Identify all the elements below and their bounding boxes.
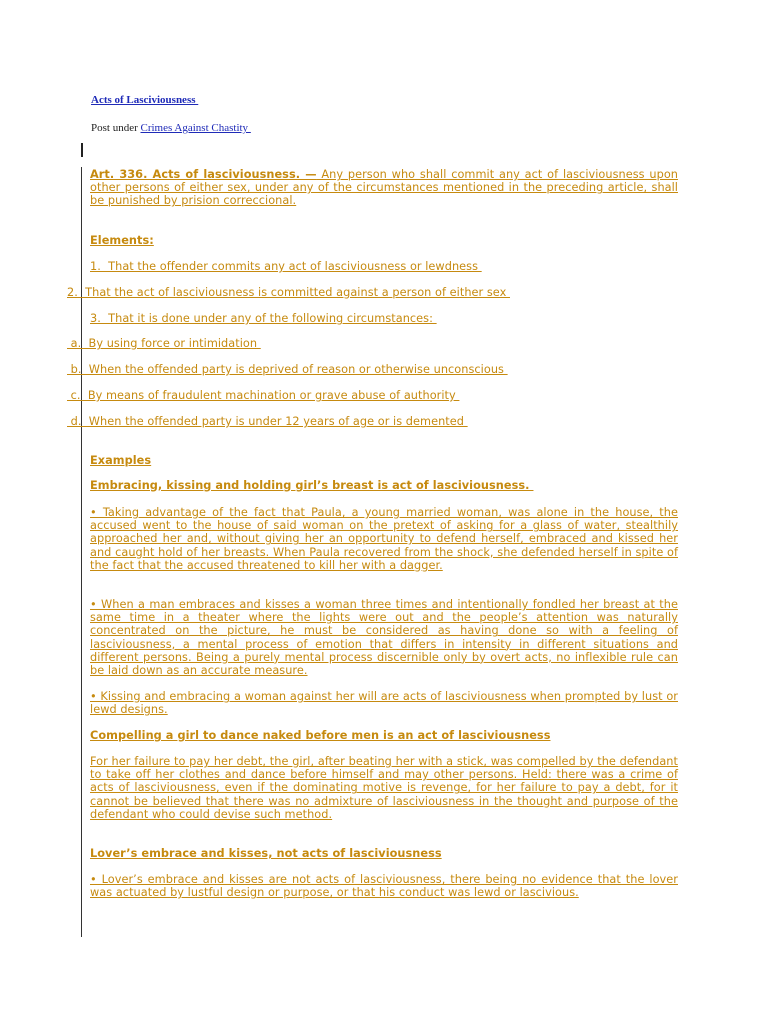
article-body: Any person who shall commit any act of lasciviousness upon other persons of either sex, under any of the circumstances mentioned in the preceding article, shall be punished by prision correccional. [90, 168, 679, 208]
example-2-paragraph: For her failure to pay her debt, the girl, after beating her with a stick, was compelled by the defendant to take off her clothes and dance before himself and may other persons. Held: there was a crime of acts of lasciviousness, even if the dominating motive is revenge, for her failure to pay a debt, for it cannot be believed that there was no admixture of lasciviousness in the thought and purpose of the defendant who could devise such method. [90, 755, 678, 821]
elements-heading: Elements: [90, 234, 154, 247]
title-link[interactable]: Acts of Lasciviousness [91, 94, 199, 106]
element-2: 2. That the act of lasciviousness is committed against a person of either sex [67, 286, 510, 299]
example-1-paragraph-2: • When a man embraces and kisses a woman three times and intentionally fondled her breast at the same time in a theater where the lights were out and the people’s attention was naturally concentrated on the picture, he must be considered as having done so with a feeling of lasciviousness, a mental process of emotion that differs in intensity in different situations and different persons. Being a purely mental process discernible only by overt acts, no inflexible rule can be laid down as an accurate measure. [90, 598, 678, 678]
circumstance-d: d. When the offended party is under 12 years of age or is demented [67, 415, 468, 428]
post-under-line [91, 122, 251, 134]
article-heading: Art. 336. Acts of lasciviousness. — [90, 168, 317, 181]
element-3: 3. That it is done under any of the following circumstances: [90, 312, 437, 325]
example-3-heading: Lover’s embrace and kisses, not acts of lasciviousness [90, 847, 442, 860]
circumstance-c: c. By means of fraudulent machination or grave abuse of authority [67, 389, 460, 402]
example-1-heading: Embracing, kissing and holding girl’s breast is act of lasciviousness. [90, 479, 534, 492]
example-1-paragraph-3: • Kissing and embracing a woman against her will are acts of lasciviousness when prompted by lust or lewd designs. [90, 690, 678, 717]
example-1-paragraph-1: • Taking advantage of the fact that Paula, a young married woman, was alone in the house, the accused went to the house of said woman on the pretext of asking for a glass of water, stealthily approached her and, without giving her an opportunity to defend herself, embraced and kissed her and caught hold of her breasts. When Paula recovered from the shock, she defended herself in spite of the fact that the accused threatened to kill her with a dagger. [90, 506, 678, 572]
article-paragraph [90, 168, 678, 208]
element-1: 1. That the offender commits any act of lasciviousness or lewdness [90, 260, 482, 273]
post-under-prefix: Post under [91, 122, 141, 134]
circumstance-b: b. When the offended party is deprived of reason or otherwise unconscious [67, 363, 508, 376]
category-link[interactable]: Crimes Against Chastity [140, 122, 251, 134]
left-border-rule [81, 167, 82, 937]
example-2-heading: Compelling a girl to dance naked before men is an act of lasciviousness [90, 729, 551, 742]
circumstance-a: a. By using force or intimidation [67, 337, 261, 350]
example-3-paragraph: • Lover’s embrace and kisses are not acts of lasciviousness, there being no evidence that the lover was actuated by lustful design or purpose, or that his conduct was lewd or lascivious. [90, 873, 678, 900]
examples-heading: Examples [90, 454, 152, 467]
text-cursor [81, 143, 83, 157]
